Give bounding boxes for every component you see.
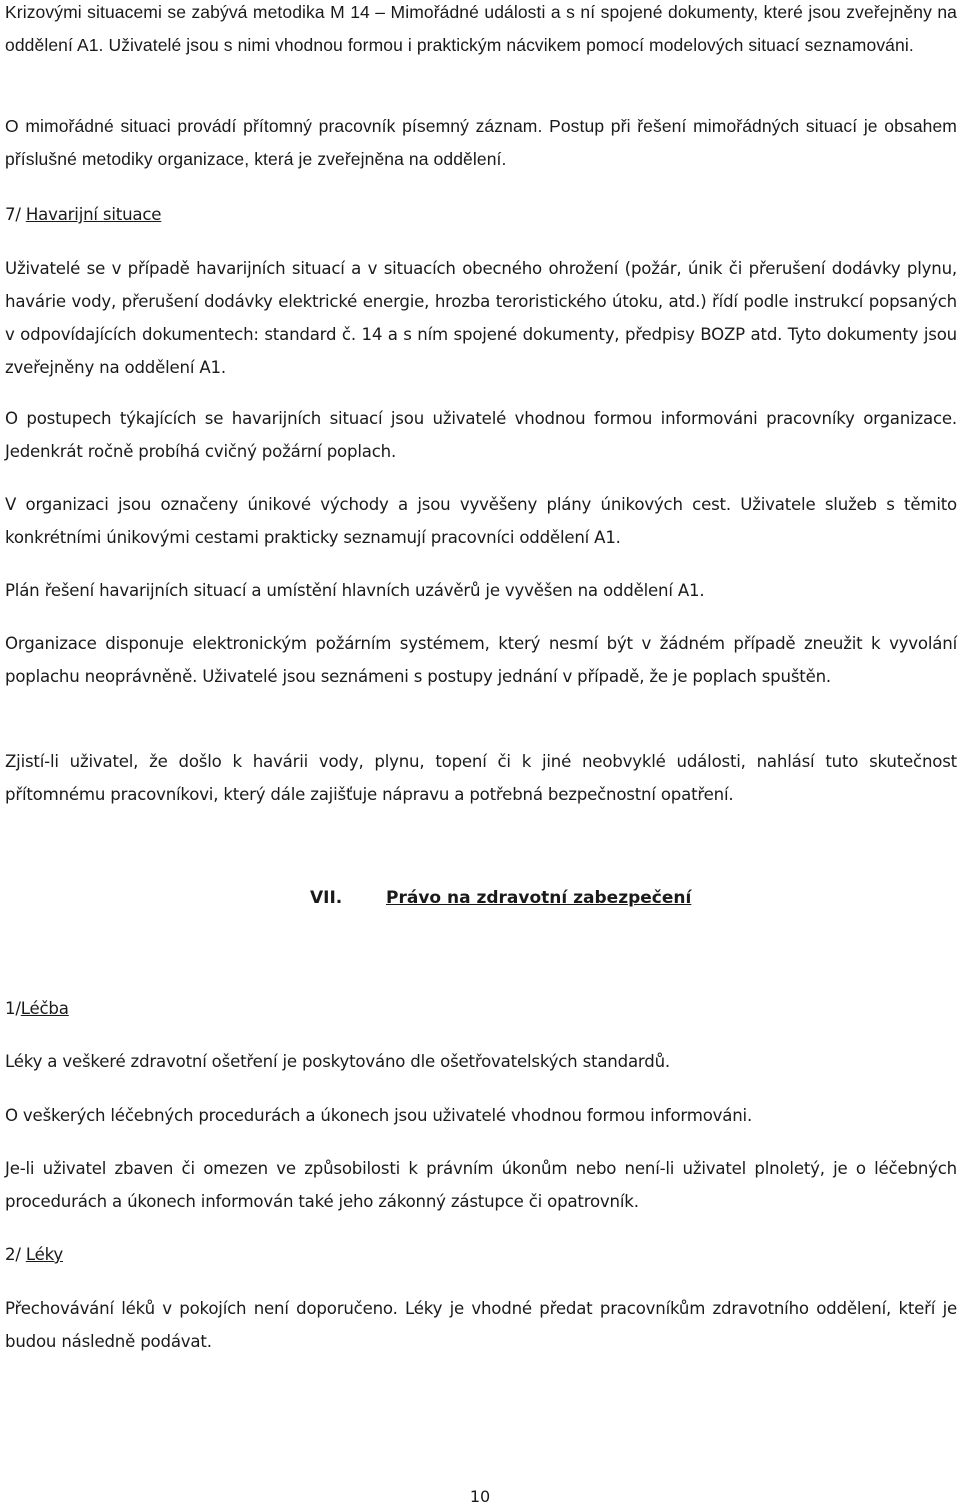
section-number: 2/	[5, 1245, 21, 1264]
section-title: Havarijní situace	[25, 205, 162, 224]
section-number: 1/	[5, 999, 21, 1018]
paragraph-report-incident: Zjistí-li uživatel, že došlo k havárii vody, plynu, topení či k jiné neobvyklé události, nahlásí tuto skutečnost přítomnému pracovníkovi, který dále zajišťuje nápravu a potřebná bezpečnostní opatření.	[5, 752, 957, 804]
section-heading-emergency	[5, 198, 957, 231]
paragraph-main-valves: Plán řešení havarijních situací a umístění hlavních uzávěrů je vyvěšen na oddělení A1.	[5, 581, 705, 600]
paragraph-escape-routes: V organizaci jsou označeny únikové východy a jsou vyvěšeny plány únikových cest. Uživatele služeb s těmito konkrétními únikovými cestami prakticky seznamují pracovníci oddělení A1.	[5, 495, 957, 547]
paragraph-crisis-methodology: Krizovými situacemi se zabývá metodika M 14 – Mimořádné události a s ní spojené dokumenty, které jsou zveřejněny na oddělení A1. Uživatelé jsou s nimi vhodnou formou i praktickým nácvikem pomocí modelových situací seznamováni.	[5, 2, 957, 55]
paragraph-written-record: O mimořádné situaci provádí přítomný pracovník písemný záznam. Postup při řešení mimořádných situací je obsahem příslušné metodiky organizace, která je zveřejněna na oddělení.	[5, 116, 957, 169]
paragraph-legal-representative: Je-li uživatel zbaven či omezen ve způsobilosti k právním úkonům nebo není-li uživatel plnoletý, je o léčebných procedurách a úkonech informován také jeho zákonný zástupce či opatrovník.	[5, 1159, 957, 1211]
paragraph-procedure-info: O veškerých léčebných procedurách a úkonech jsou uživatelé vhodnou formou informováni.	[5, 1106, 753, 1125]
paragraph-medication-storage: Přechovávání léků v pokojích není doporučeno. Léky je vhodné předat pracovníkům zdravotního oddělení, kteří je budou následně podávat.	[5, 1299, 957, 1351]
section-title: Léky	[25, 1245, 64, 1264]
paragraph-emergency-instructions: Uživatelé se v případě havarijních situací a v situacích obecného ohrožení (požár, únik či přerušení dodávky plynu, havárie vody, přerušení dodávky elektrické energie, hrozba teroristického útoku, atd.) řídí podle instrukcí popsaných v odpovídajících dokumentech: standard č. 14 a s ním spojené dokumenty, předpisy BOZP atd. Tyto dokumenty jsou zveřejněny na oddělení A1.	[5, 259, 957, 377]
page-number: 10	[469, 1487, 491, 1506]
chapter-number: VII.	[310, 888, 343, 908]
section-heading-treatment	[5, 992, 957, 1025]
paragraph-emergency-procedures: O postupech týkajících se havarijních situací jsou uživatelé vhodnou formou informováni pracovníky organizace. Jedenkrát ročně probíhá cvičný požární poplach.	[5, 409, 957, 461]
paragraph-treatment-standards: Léky a veškeré zdravotní ošetření je poskytováno dle ošetřovatelských standardů.	[5, 1052, 670, 1071]
section-heading-medication	[5, 1238, 957, 1271]
chapter-title: Právo na zdravotní zabezpečení	[386, 888, 692, 908]
section-number: 7/	[5, 205, 21, 224]
section-title: Léčba	[20, 999, 69, 1018]
paragraph-fire-system: Organizace disponuje elektronickým požárním systémem, který nesmí být v žádném případě zneužit k vyvolání poplachu neoprávněně. Uživatelé jsou seznámeni s postupy jednání v případě, že je poplach spuštěn.	[5, 634, 957, 686]
